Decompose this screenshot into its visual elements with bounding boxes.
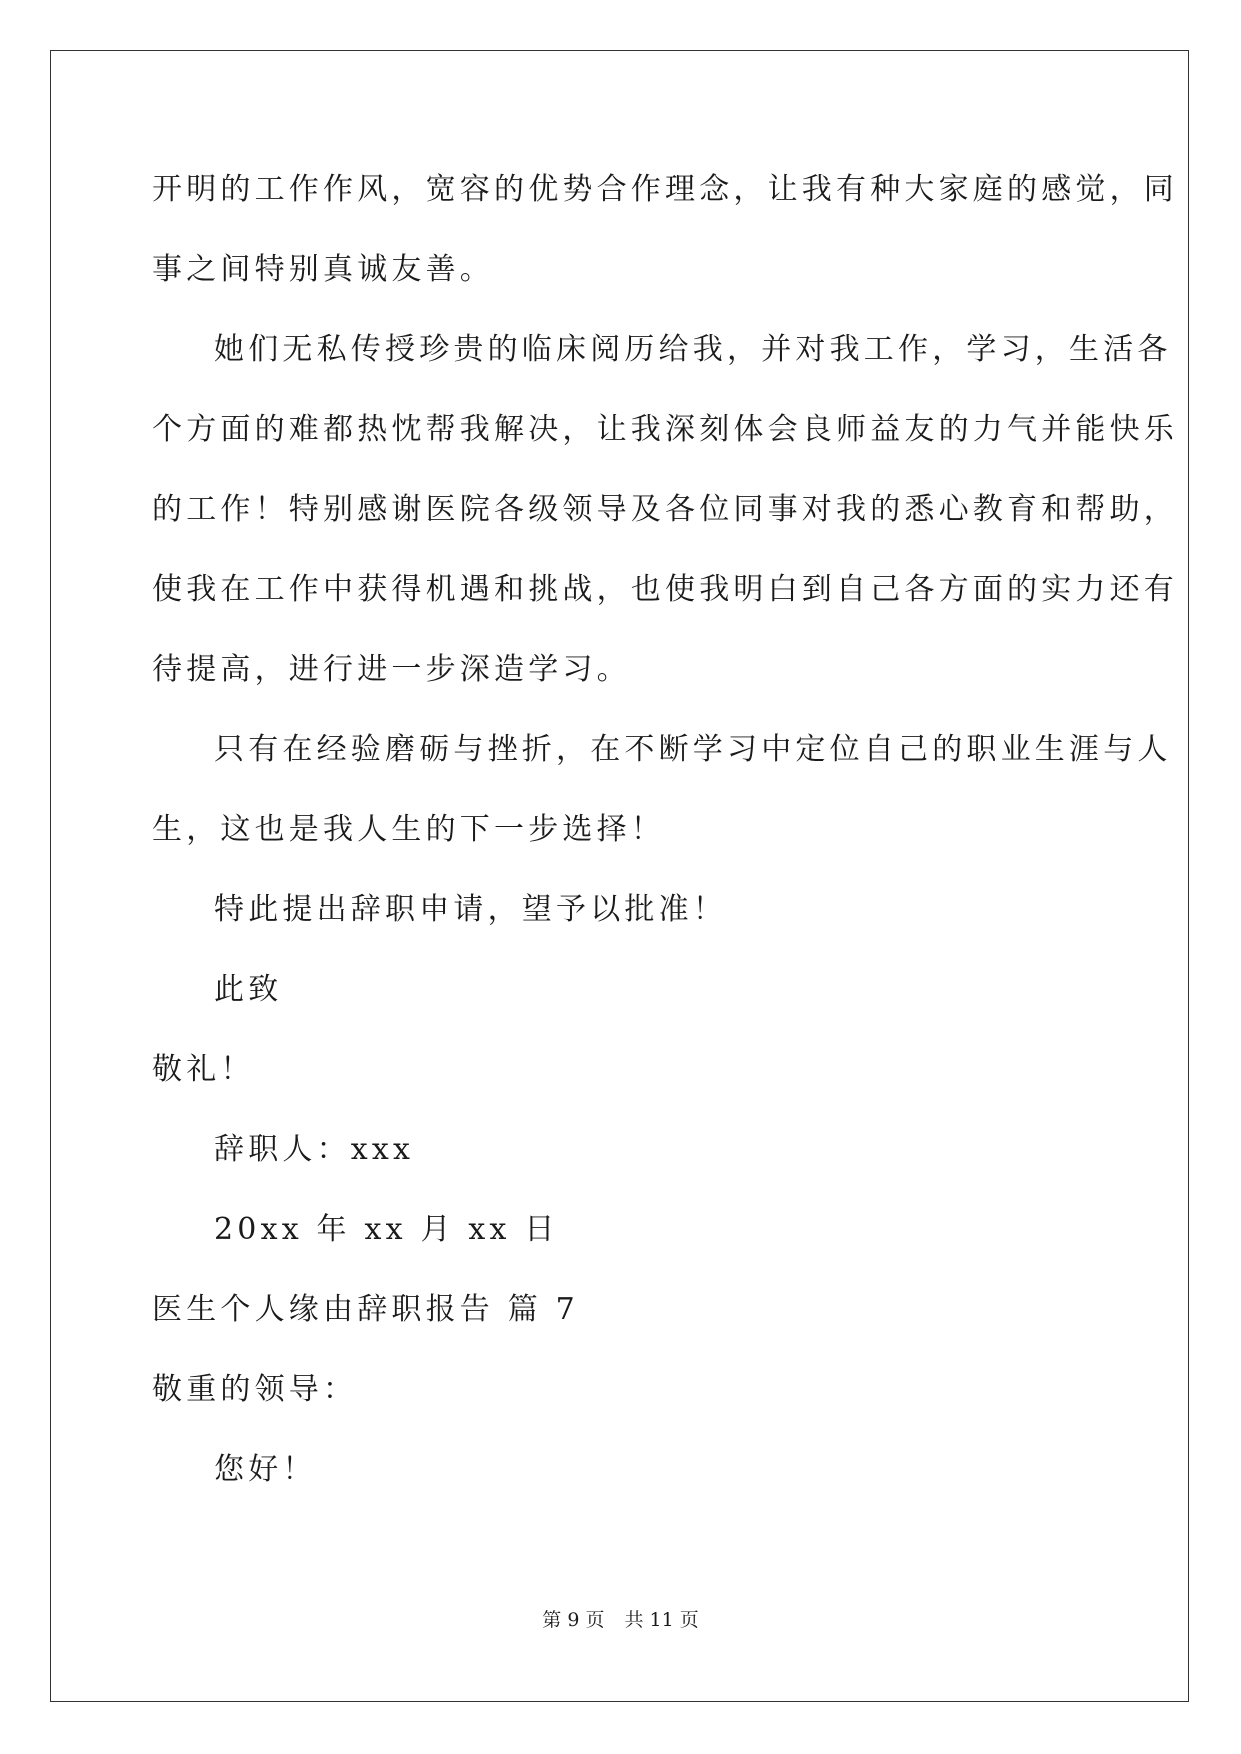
paragraph-line: 事之间特别真诚友善。	[152, 252, 494, 287]
paragraph-line: 使我在工作中获得机遇和挑战，也使我明白到自己各方面的实力还有	[152, 572, 1178, 607]
paragraph-line: 个方面的难都热忱帮我解决，让我深刻体会良师益友的力气并能快乐	[152, 412, 1178, 447]
paragraph-line: 的工作！特别感谢医院各级领导及各位同事对我的悉心教育和帮助，	[152, 492, 1178, 527]
paragraph-line: 待提高，进行进一步深造学习。	[152, 652, 631, 687]
paragraph-line: 生，这也是我人生的下一步选择！	[152, 812, 665, 847]
paragraph-line: 特此提出辞职申请，望予以批准！	[214, 892, 727, 927]
paragraph-line: 她们无私传授珍贵的临床阅历给我，并对我工作，学习，生活各	[214, 332, 1172, 367]
paragraph-line: 开明的工作作风，宽容的优势合作理念，让我有种大家庭的感觉，同	[152, 172, 1178, 207]
greeting-line: 敬重的领导：	[152, 1372, 358, 1407]
section-heading: 医生个人缘由辞职报告 篇 7	[152, 1292, 579, 1327]
closing-salutation: 此致	[214, 972, 283, 1007]
paragraph-line: 只有在经验磨砺与挫折，在不断学习中定位自己的职业生涯与人	[214, 732, 1172, 767]
date-line: 20xx 年 xx 月 xx 日	[214, 1212, 559, 1247]
closing-regards: 敬礼！	[152, 1052, 255, 1087]
page-footer	[0, 1608, 1241, 1632]
greeting-hello: 您好！	[214, 1452, 317, 1487]
page-total: 共 11 页	[624, 1609, 699, 1631]
page-number: 第 9 页	[542, 1609, 605, 1631]
signature-line: 辞职人：xxx	[214, 1132, 415, 1167]
